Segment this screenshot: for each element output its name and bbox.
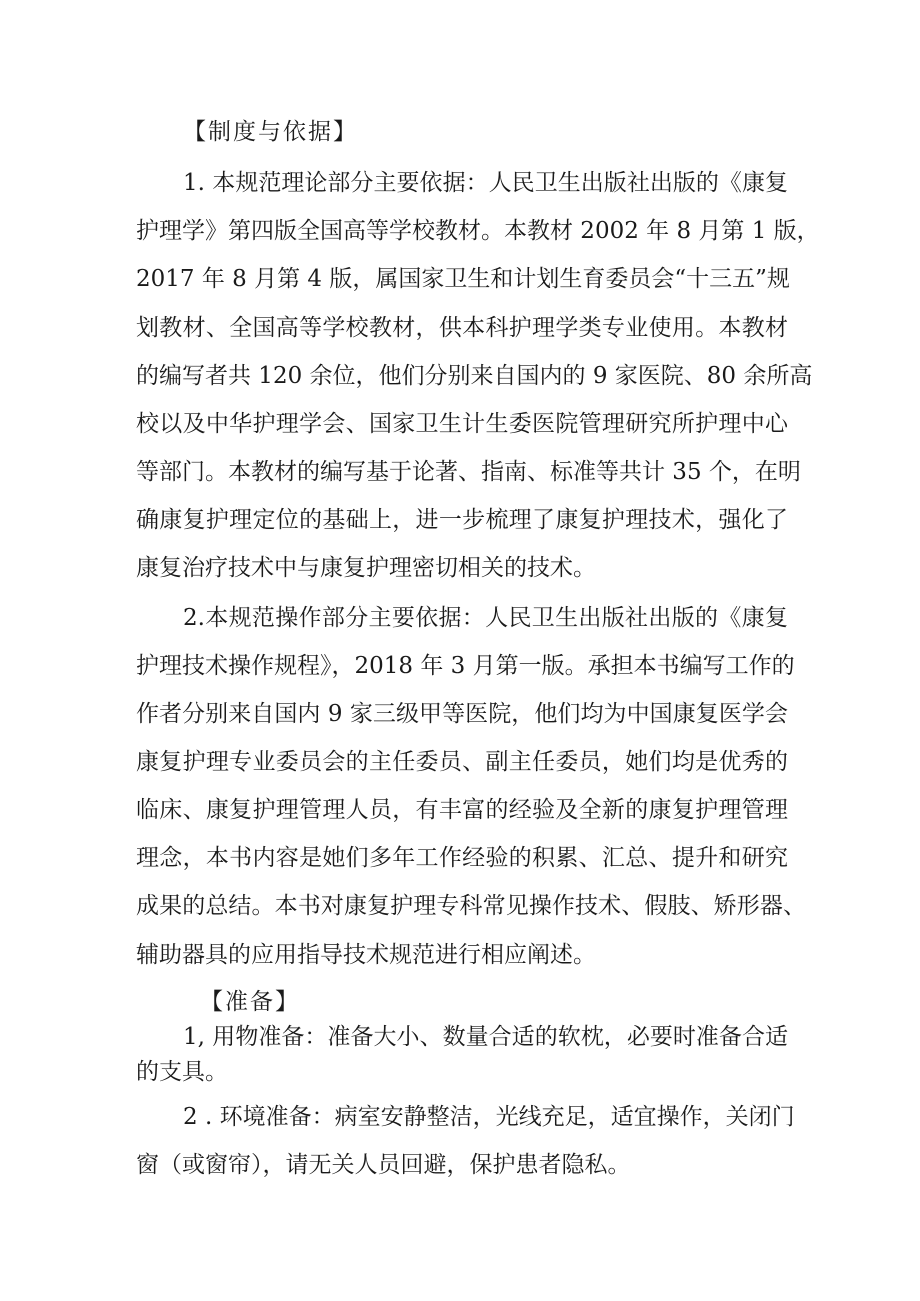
para1-line9: 康复治疗技术中与康复护理密切相关的技术。	[136, 555, 596, 581]
para2-line3: 作者分别来自国内 9 家三级甲等医院，他们均为中国康复医学会	[136, 701, 788, 727]
para1-line8: 确康复护理定位的基础上，进一步梳理了康复护理技术，强化了	[136, 507, 788, 533]
para1-line6: 校以及中华护理学会、国家卫生计生委医院管理研究所护理中心	[136, 411, 788, 437]
para1-line5: 的编写者共 120 余位，他们分别来自国内的 9 家医院、80 余所高	[136, 363, 813, 389]
para1-line4: 划教材、全国高等学校教材，供本科护理学类专业使用。本教材	[136, 315, 788, 341]
para1-line7: 等部门。本教材的编写基于论著、指南、标准等共计 35 个，在明	[136, 459, 801, 485]
para3-line2: 的支具。	[136, 1059, 228, 1085]
para2-line7: 成果的总结。本书对康复护理专科常见操作技术、假肢、矫形器、	[136, 893, 806, 919]
para1-line2: 护理学》第四版全国高等学校教材。本教材 2002 年 8 月第 1 版，	[136, 218, 820, 244]
para4-line1: 2 . 环境准备：病室安静整洁，光线充足，适宜操作，关闭门	[183, 1104, 795, 1130]
para1-line3: 2017 年 8 月第 4 版，属国家卫生和计划生育委员会“十三五”规	[136, 266, 790, 292]
para2-line5: 临床、康复护理管理人员，有丰富的经验及全新的康复护理管理	[136, 797, 788, 823]
para1-line1: 1. 本规范理论部分主要依据：人民卫生出版社出版的《康复	[183, 170, 788, 196]
heading-prep: 【准备】	[200, 989, 300, 1015]
para2-line6: 理念，本书内容是她们多年工作经验的积累、汇总、提升和研究	[136, 845, 788, 871]
para2-line1: 2.本规范操作部分主要依据：人民卫生出版社出版的《康复	[183, 605, 788, 631]
para3-line1: 1, 用物准备：准备大小、数量合适的软枕，必要时准备合适	[183, 1024, 788, 1050]
para4-line2: 窗（或窗帘），请无关人员回避，保护患者隐私。	[136, 1152, 631, 1178]
para2-line8: 辅助器具的应用指导技术规范进行相应阐述。	[136, 942, 596, 968]
para2-line4: 康复护理专业委员会的主任委员、副主任委员，她们均是优秀的	[136, 749, 788, 775]
para2-line2: 护理技术操作规程》，2018 年 3 月第一版。承担本书编写工作的	[136, 653, 795, 679]
heading-basis: 【制度与依据】	[183, 119, 358, 145]
